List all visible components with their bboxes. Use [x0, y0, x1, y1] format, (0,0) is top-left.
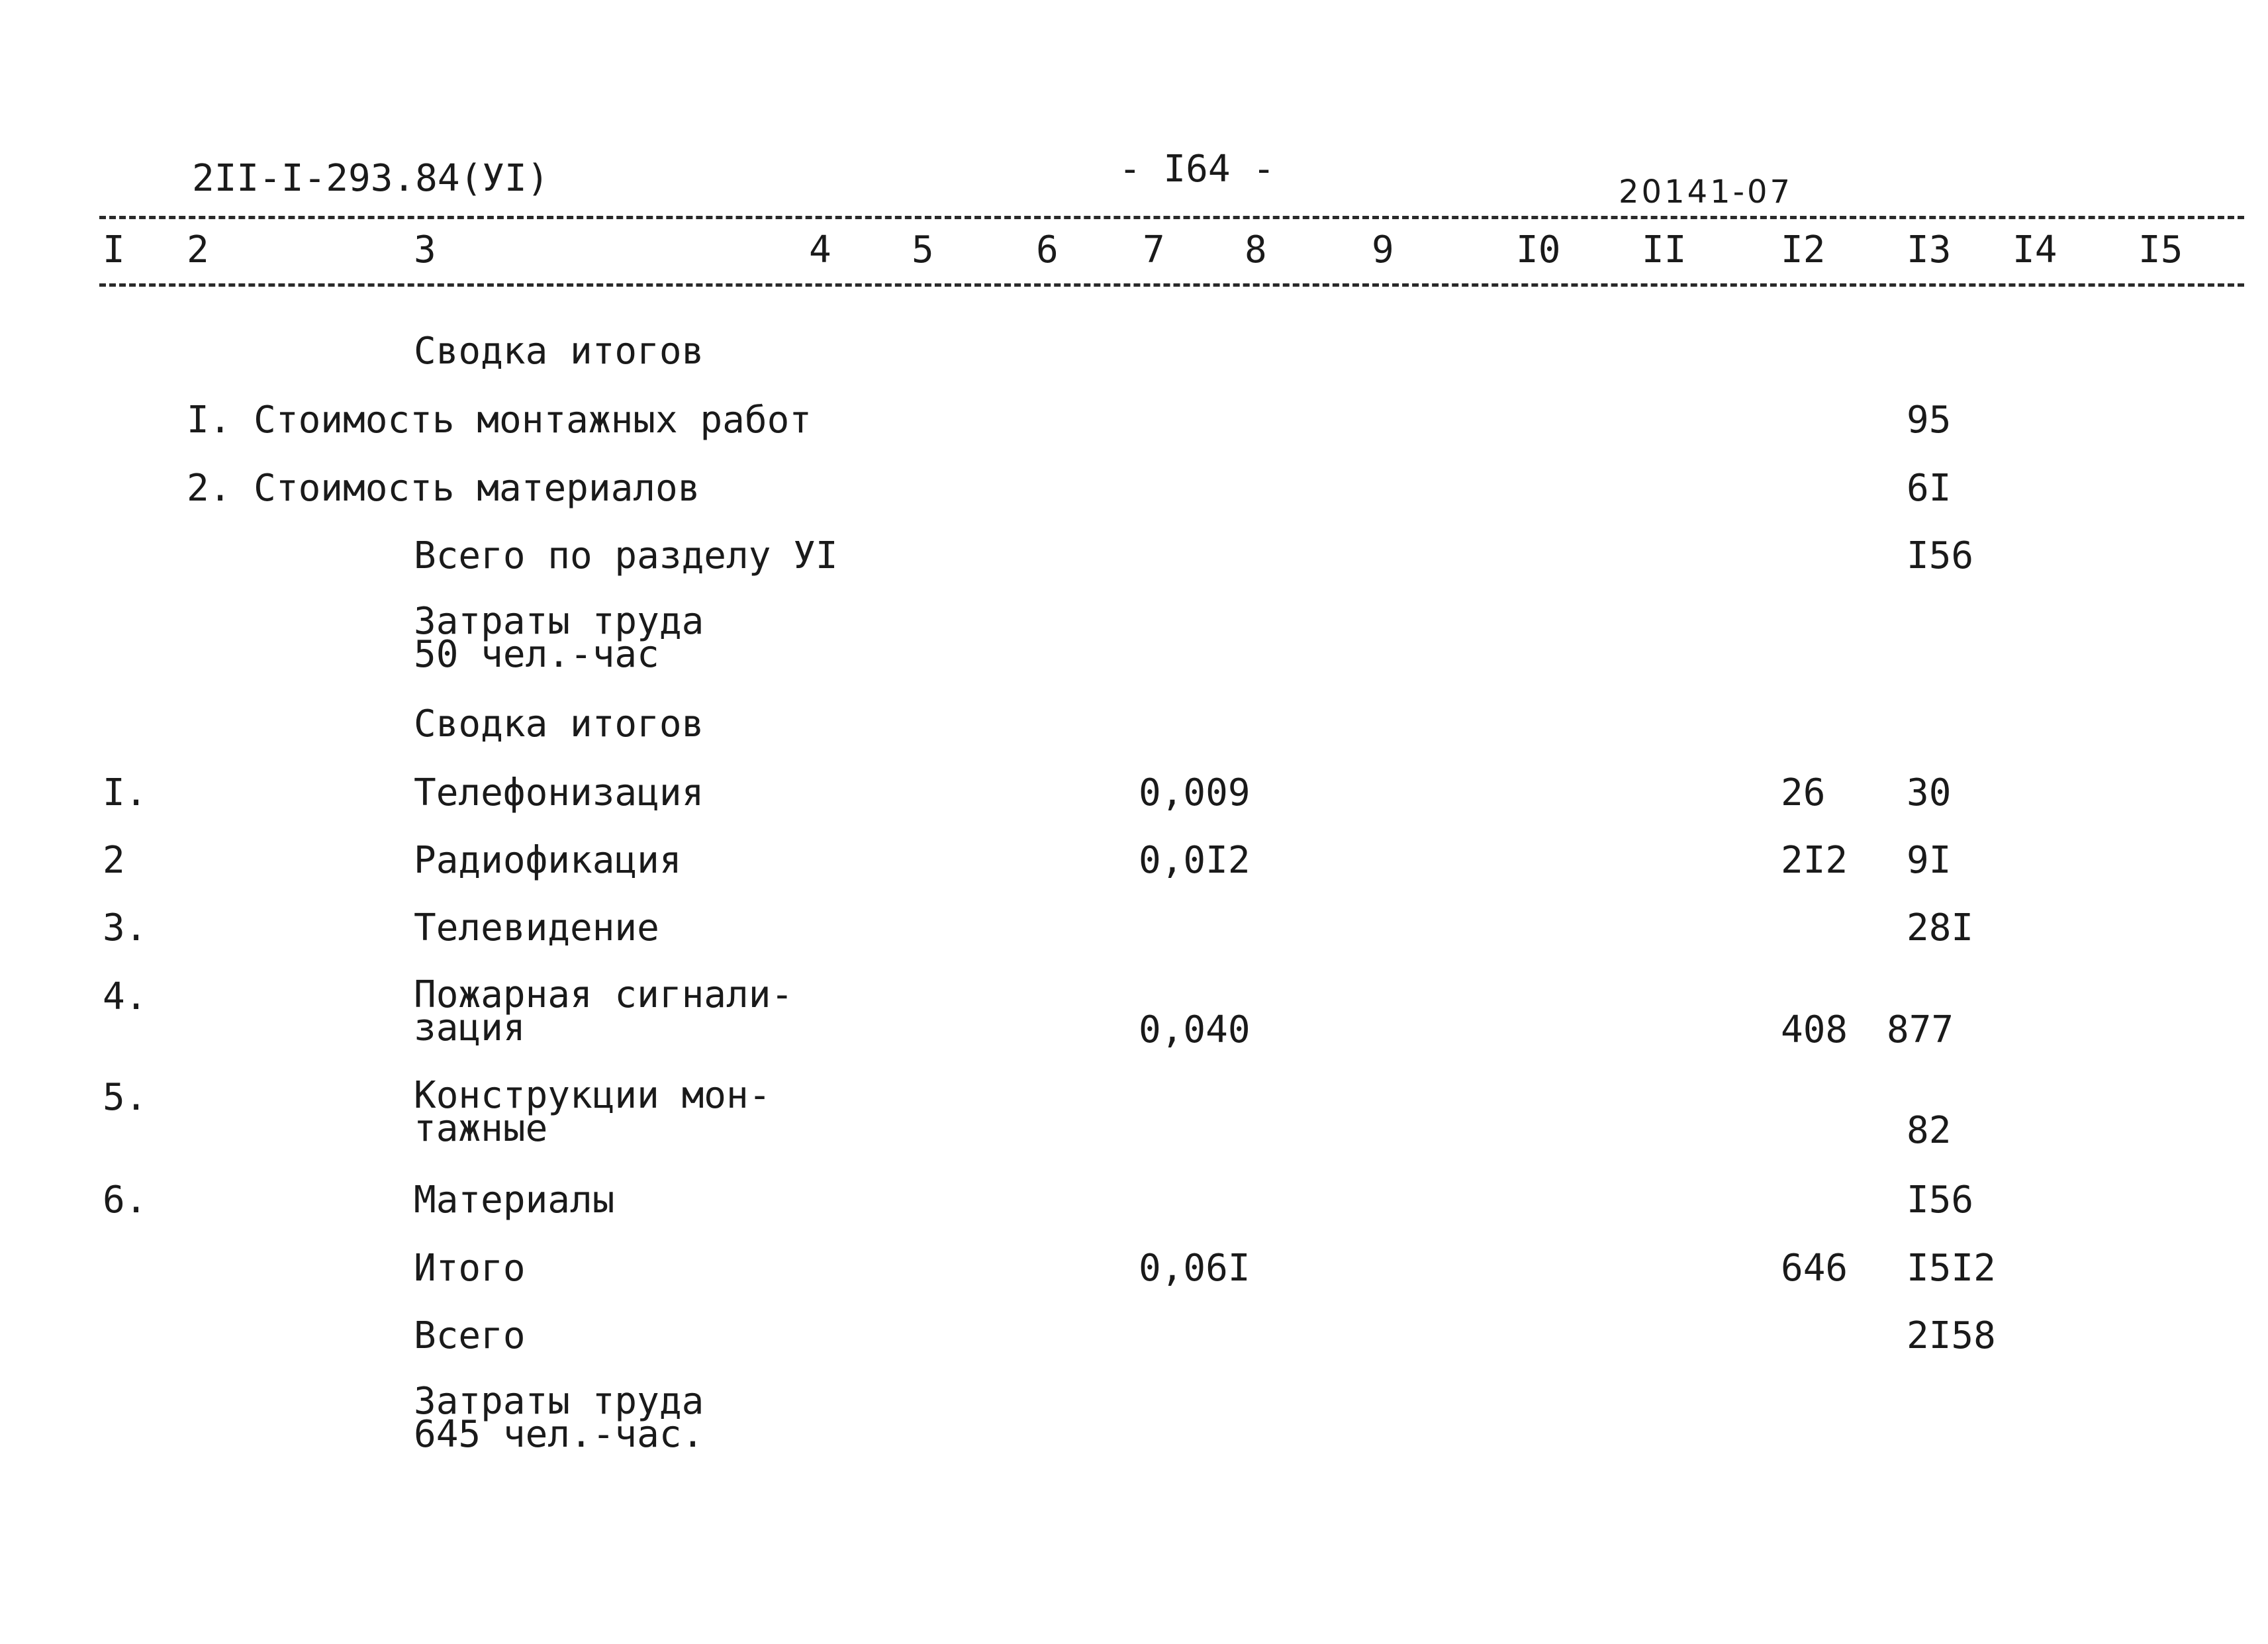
column-header-7: 7 — [1143, 228, 1165, 271]
column-header-14: I4 — [2012, 228, 2057, 271]
row-name: Материалы — [414, 1179, 615, 1222]
row-col12: 2I2 — [1781, 839, 1848, 882]
summary-item-label: 2. Стоимость материалов — [187, 467, 700, 510]
row-col13: 82 — [1907, 1109, 1952, 1152]
column-header-5: 5 — [912, 228, 934, 271]
grand-summary-title: Сводка итогов — [414, 702, 704, 746]
header-rule-top — [99, 216, 2244, 219]
subtotal-col12: 646 — [1781, 1247, 1848, 1290]
total-col13: 2I58 — [1907, 1314, 1996, 1357]
row-col7: 0,040 — [1139, 1008, 1251, 1051]
column-header-15: I5 — [2138, 228, 2183, 271]
row-col12: 408 — [1781, 1008, 1848, 1051]
row-number: 3. — [103, 906, 148, 949]
column-header-13: I3 — [1907, 228, 1952, 271]
subtotal-col13: I5I2 — [1907, 1247, 1996, 1290]
column-header-11: II — [1642, 228, 1687, 271]
subtotal-col7: 0,06I — [1139, 1247, 1251, 1290]
row-number: 5. — [103, 1076, 148, 1119]
column-header-10: I0 — [1516, 228, 1561, 271]
row-number: 6. — [103, 1179, 148, 1222]
row-col13: 28I — [1907, 906, 1974, 949]
row-col7: 0,0I2 — [1139, 839, 1251, 882]
row-col13: 30 — [1907, 771, 1952, 814]
column-header-4: 4 — [809, 228, 831, 271]
summary-item-value: 6I — [1907, 467, 1952, 510]
row-col13: I56 — [1907, 1179, 1974, 1222]
row-name: Телевидение — [414, 906, 659, 949]
column-header-8: 8 — [1245, 228, 1267, 271]
column-header-9: 9 — [1372, 228, 1394, 271]
document-code: 2II-I-293.84(УI) — [192, 157, 549, 200]
column-header-3: 3 — [414, 228, 436, 271]
column-header-6: 6 — [1036, 228, 1059, 271]
section-labor-line1: Затраты труда — [414, 600, 704, 643]
header-rule-bottom — [99, 283, 2244, 287]
row-col13: 877 — [1887, 1008, 1954, 1051]
row-name-line2: зация — [414, 1006, 526, 1049]
row-name-line1: Конструкции мон- — [414, 1074, 771, 1117]
row-col12: 26 — [1781, 771, 1826, 814]
row-number: 4. — [103, 975, 148, 1018]
page-number: - I64 - — [1119, 148, 1276, 191]
labor-line2: 645 чел.-час. — [414, 1413, 704, 1456]
handwritten-stamp: 20141-07 — [1619, 173, 1793, 211]
section-summary-title: Сводка итогов — [414, 330, 704, 373]
column-header-2: 2 — [187, 228, 209, 271]
labor-line1: Затраты труда — [414, 1380, 704, 1423]
row-number: I. — [103, 771, 148, 814]
subtotal-label: Итого — [414, 1247, 526, 1290]
row-name: Радиофикация — [414, 839, 682, 882]
row-col7: 0,009 — [1139, 771, 1251, 814]
column-header-12: I2 — [1781, 228, 1826, 271]
column-header-1: I — [103, 228, 125, 271]
row-col13: 9I — [1907, 839, 1952, 882]
section-total-value: I56 — [1907, 534, 1974, 577]
section-labor-line2: 50 чел.-час — [414, 633, 659, 676]
row-number: 2 — [103, 839, 125, 882]
row-name-line1: Пожарная сигнали- — [414, 973, 794, 1016]
summary-item-value: 95 — [1907, 399, 1952, 442]
summary-item-label: I. Стоимость монтажных работ — [187, 399, 812, 442]
total-label: Всего — [414, 1314, 526, 1357]
section-total-label: Всего по разделу УI — [414, 534, 838, 577]
row-name: Телефонизация — [414, 771, 704, 814]
row-name-line2: тажные — [414, 1107, 548, 1150]
